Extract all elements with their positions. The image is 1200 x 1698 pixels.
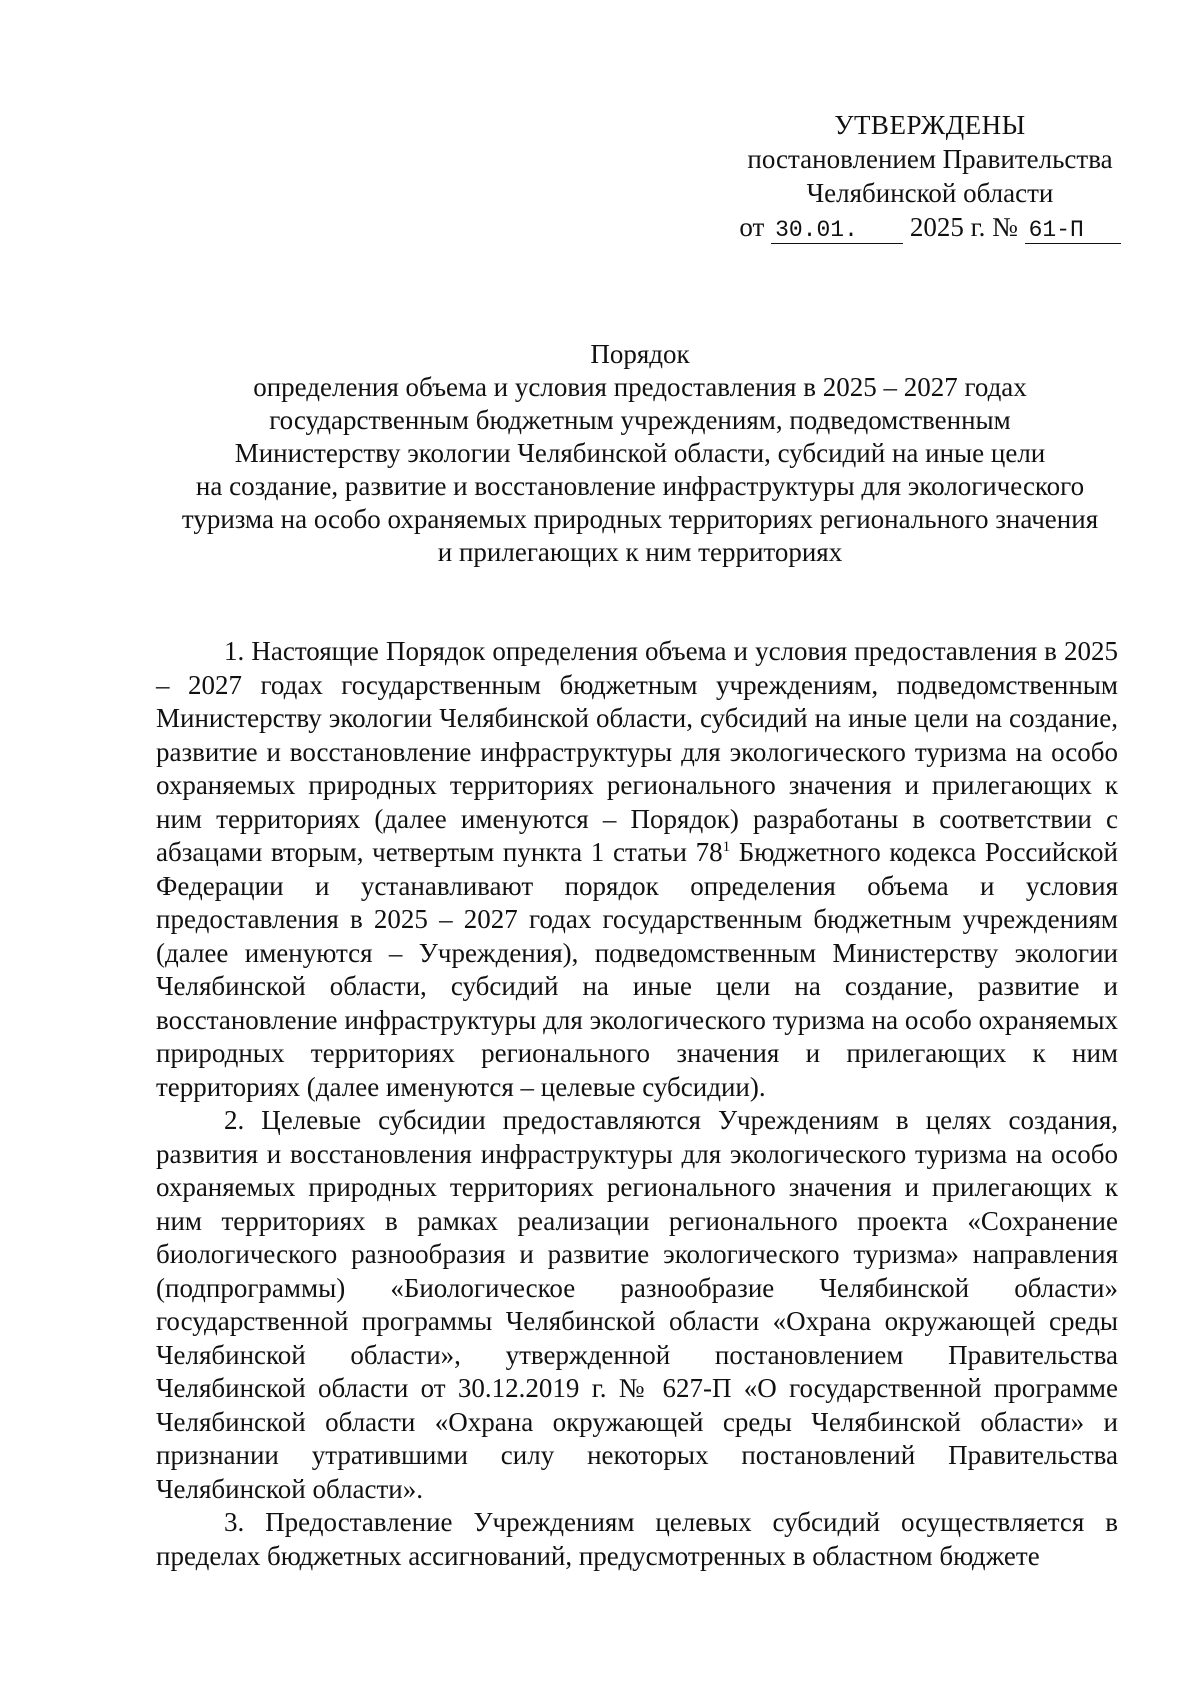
title-word: Порядок [590, 339, 690, 369]
article-superscript: 1 [722, 839, 731, 855]
paragraph-2: 2. Целевые субсидии предоставляются Учреждениям в целях создания, развития и восстановления инфраструктуры для экологического туризма на особо охраняемых природных территориях регионального значения и прилегающих к ним территориях в рамках реализации регионального проекта «Сохранение биологического разнообразия и развитие экологического туризма» направления (подпрограммы) «Биологическое разнообразие Челябинской области» государственной программы Челябинской области «Охрана окружающей среды Челябинской области», утвержденной постановлением Правительства Челябинской области от 30.12.2019 г. № 627-П «О государственной программе Челябинской области «Охрана окружающей среды Челябинской области» и признании утратившими силу некоторых постановлений Правительства Челябинской области». [156, 1105, 1118, 1504]
paragraph-3: 3. Предоставление Учреждениям целевых субсидий осуществляется в пределах бюджетных ассигнований, предусмотренных в областном бюджете [156, 1507, 1118, 1571]
title-line: государственным бюджетным учреждениям, подведомственным [269, 405, 1011, 435]
paragraph-1-text: 1. Настоящие Порядок определения объема и условия предоставления в 2025 – 2027 годах государственным бюджетным учреждениям, подведомственным Министерству экологии Челябинской области, субсидий на иные цели на создание, развитие и восстановление инфраструктуры для экологического туризма на особо охраняемых природных территориях регионального значения и прилегающих к ним территориях (далее именуются – Порядок) разработаны в соответствии с абзацами вторым, четвертым пункта 1 статьи 78 [156, 636, 1118, 867]
document-number: 61-П [1025, 217, 1121, 244]
title-line: и прилегающих к ним территориях [437, 537, 843, 567]
year-and-number-label: 2025 г. № [909, 212, 1018, 242]
date-prefix: от [739, 212, 765, 242]
approval-date-line [720, 210, 1140, 244]
title-line: туризма на особо охраняемых природных территориях регионального значения [181, 504, 1099, 534]
document-body [156, 635, 1118, 1573]
approval-block [720, 108, 1140, 244]
approval-heading: УТВЕРЖДЕНЫ [834, 110, 1026, 140]
document-title [150, 338, 1130, 569]
approval-line: постановлением Правительства [747, 144, 1113, 174]
paragraph-1 [156, 635, 1118, 1104]
handwritten-date: 30.01. [771, 217, 903, 244]
title-line: Министерству экологии Челябинской области, субсидий на иные цели [234, 438, 1046, 468]
title-line: определения объема и условия предоставления в 2025 – 2027 годах [253, 372, 1027, 402]
approval-line: Челябинской области [806, 178, 1054, 208]
title-line: на создание, развитие и восстановление инфраструктуры для экологического [195, 471, 1085, 501]
paragraph-1-text-continued: Бюджетного кодекса Российской Федерации и устанавливают порядок определения объема и условия предоставления в 2025 – 2027 годах государственным бюджетным учреждениям (далее именуются – Учреждения), подведомственным Министерству экологии Челябинской области, субсидий на иные цели на создание, развитие и восстановление инфраструктуры для экологического туризма на особо охраняемых природных территориях регионального значения и прилегающих к ним территориях (далее именуются – целевые субсидии). [156, 837, 1118, 1102]
